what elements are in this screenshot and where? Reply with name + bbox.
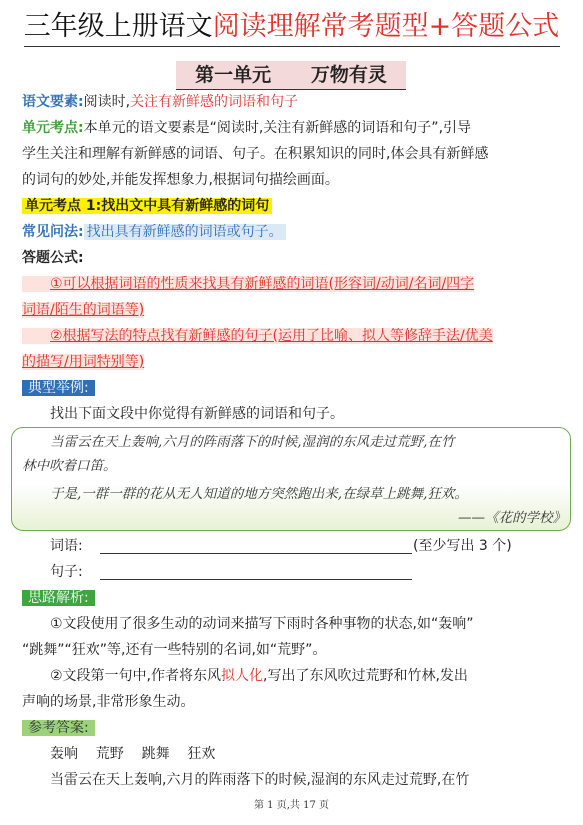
reference-label: 参考答案: (22, 720, 95, 736)
title-rule (24, 46, 560, 47)
formula-2-text-1: ②根据写法的特点找有新鲜感的句子(运用了比喻、拟人等修辞手法/优美 (22, 328, 493, 344)
formula-label: 答题公式: (22, 250, 84, 266)
sentence-answer-line[interactable] (100, 579, 412, 580)
passage-line-2: 林中吹着口笛。 (22, 458, 117, 474)
language-element-text-a: 阅读时, (83, 94, 131, 110)
analysis-1-line-1: ①文段使用了很多生动的动词来描写下雨时各种事物的状态,如“轰响” (50, 616, 474, 632)
reference-words: 轰响 荒野 跳舞 狂欢 (50, 746, 216, 762)
unit-point-text-1: 本单元的语文要素是“阅读时,关注有新鲜感的词语和句子”,引导 (83, 120, 472, 136)
formula-2-line-1 (22, 324, 493, 348)
example-label: 典型举例: (22, 380, 95, 396)
example-prompt: 找出下面文段中你觉得有新鲜感的词语和句子。 (50, 406, 344, 422)
language-element-line (22, 90, 298, 114)
title-red-part: 阅读理解常考题型+答题公式 (212, 11, 560, 42)
title-black-part: 三年级上册语文 (23, 11, 213, 42)
formula-1-line-2 (22, 298, 144, 322)
formula-1-text-1: ①可以根据词语的性质来找具有新鲜感的词语(形容词/动词/名词/四字 (22, 276, 474, 292)
passage-line-1: 当雷云在天上轰响,六月的阵雨落下的时候,湿润的东风走过荒野,在竹 (50, 434, 455, 450)
analysis-2-line-1 (50, 664, 468, 688)
formula-2-line-2 (22, 350, 144, 374)
analysis-2-line-2: 声响的场景,非常形象生动。 (22, 694, 195, 710)
analysis-1-line-2: “跳舞”“狂欢”等,还有一些特别的名词,如“荒野”。 (22, 642, 327, 658)
words-label: 词语: (50, 538, 83, 554)
page-footer: 第 1 页,共 17 页 (254, 800, 329, 811)
sentence-label: 句子: (50, 564, 83, 580)
passage-source: ——《花的学校》 (458, 510, 566, 526)
language-element-text-b: 关注有新鲜感的词语和句子 (130, 94, 299, 110)
analysis-label: 思路解析: (22, 590, 95, 606)
example-label-line (22, 376, 95, 400)
reference-label-line (22, 716, 95, 740)
unit-point-line-3: 的词句的妙处,并能发挥想象力,根据词句描绘画面。 (22, 172, 339, 188)
words-answer-line[interactable] (100, 553, 412, 554)
passage-line-3: 于是,一群一群的花从无人知道的地方突然跑出来,在绿草上跳舞,狂欢。 (50, 486, 468, 502)
common-question-label: 常见问法: (22, 224, 84, 240)
common-question-line (22, 220, 286, 244)
unit-point-line-2: 学生关注和理解有新鲜感的词语、句子。在积累知识的同时,体会具有新鲜感 (22, 146, 489, 162)
reference-sentence: 当雷云在天上轰响,六月的阵雨落下的时候,湿润的东风走过荒野,在竹 (50, 772, 470, 788)
language-element-label: 语文要素: (22, 94, 84, 110)
point-1-label: 单元考点 1:找出文中具有新鲜感的词句 (22, 198, 272, 214)
analysis-2-text-c: ,写出了东风吹过荒野和竹林,发出 (263, 668, 468, 684)
analysis-2-personification: 拟人化 (221, 668, 264, 684)
unit-point-line-1 (22, 116, 471, 140)
common-question-text: 找出具有新鲜感的词语或句子。 (84, 224, 286, 240)
unit-heading: 第一单元 万物有灵 (195, 64, 387, 86)
analysis-label-line (22, 586, 95, 610)
formula-1-line-1 (22, 272, 474, 296)
unit-point-label: 单元考点: (22, 120, 84, 136)
formula-label-line (22, 246, 84, 270)
formula-2-text-2: 的描写/用词特别等) (22, 354, 145, 370)
document-title (0, 10, 583, 44)
analysis-2-text-a: ②文段第一句中,作者将东风 (50, 668, 222, 684)
point-1-heading (22, 194, 272, 218)
formula-1-text-2: 词语/陌生的词语等) (22, 302, 145, 318)
words-hint: (至少写出 3 个) (413, 538, 512, 554)
